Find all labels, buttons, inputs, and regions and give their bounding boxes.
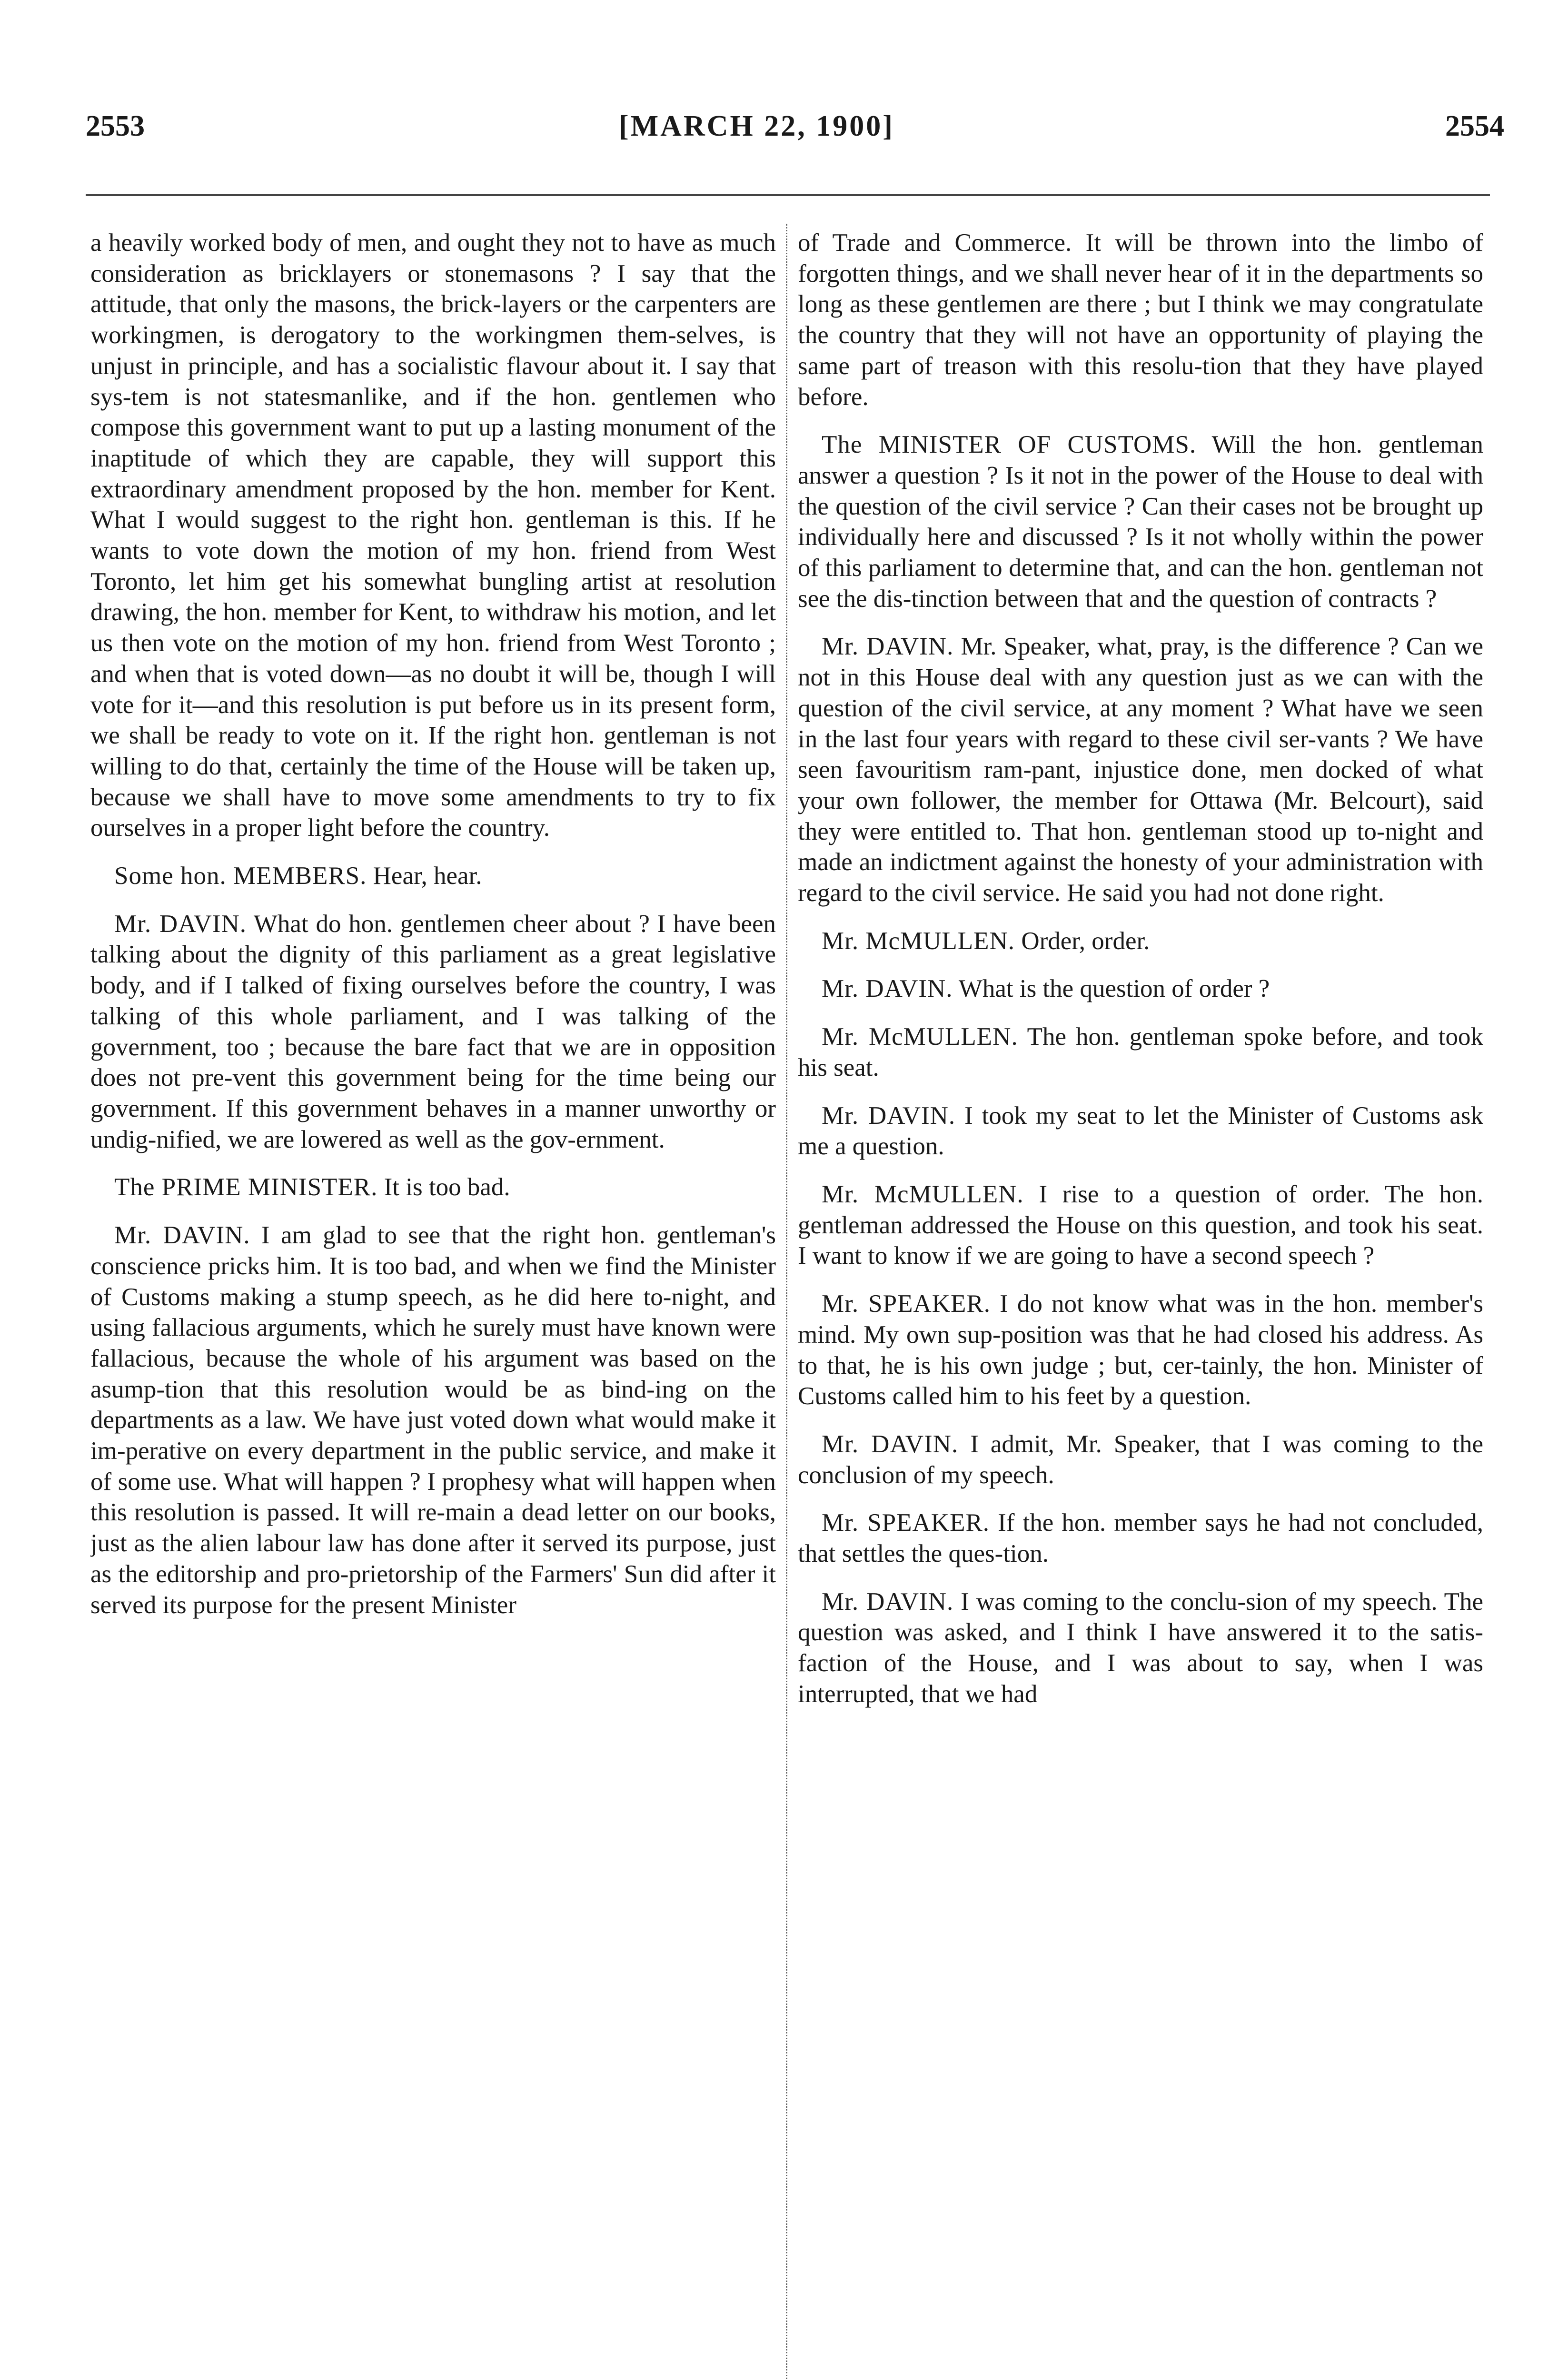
paragraph: Mr. SPEAKER. If the hon. member says he had not concluded, that settles the ques-tion. — [798, 1509, 1483, 1568]
speaker-name: Mr. McMULLEN. — [822, 1023, 1018, 1051]
paragraph: Some hon. MEMBERS. Hear, hear. — [114, 862, 482, 890]
speaker-name: Mr. McMULLEN. — [822, 927, 1015, 955]
left-column — [90, 228, 776, 2380]
page-number-left: 2553 — [86, 110, 145, 142]
paragraph: Mr. DAVIN. I am glad to see that the right hon. gentleman's conscience pricks him. It is too bad, and when we find the Minister of Customs making a stump speech, as he did here to-night, and using fallacious arguments, which he surely must have known were fallacious, because the whole of his argument was based on the asump-tion that this resolution would be as bind-ing on the departments as a law. We have just voted down what would make it im-perative on every department in the public service, and make it of some use. What will happen ? I prophesy what will happen when this resolution is passed. It will re-main a dead letter on our books, just as the alien labour law has done after it served its purpose, just as the editorship and pro-prietorship of the Farmers' Sun did after it served its purpose for the present Minister — [90, 1221, 776, 1619]
speaker-name: Mr. DAVIN. — [114, 910, 247, 938]
paragraph: Mr. DAVIN. I took my seat to let the Minister of Customs ask me a question. — [798, 1101, 1483, 1160]
paragraph: Mr. McMULLEN. I rise to a question of order. The hon. gentleman addressed the House on this question, and took his seat. I want to know if we are going to have a second speech ? — [798, 1180, 1483, 1270]
paragraph: Mr. DAVIN. What do hon. gentlemen cheer about ? I have been talking about the dignity of this parliament as a great legislative body, and if I talked of fixing ourselves before the country, I was talking of this whole parliament, and I was talking of the government, too ; because the bare fact that we are in opposition does not pre-vent this government being for the time being our government. If this government behaves in a manner unworthy or undig-nified, we are lowered as well as the gov-ernment. — [90, 910, 776, 1153]
paragraph: Mr. DAVIN. Mr. Speaker, what, pray, is the difference ? Can we not in this House deal with any question just as we can with the question of the civil service, at any moment ? What have we seen in the last four years with regard to these civil ser-vants ? We have seen favouritism ram-pant, injustice done, men docked of what your own follower, the member for Ottawa (Mr. Belcourt), said they were entitled to. That hon. gentleman stood up to-night and made an indictment against the honesty of your administration with regard to the civil service. He said you had not done right. — [798, 633, 1483, 907]
page-number-right: 2554 — [1445, 110, 1504, 142]
speaker-name: Mr. DAVIN. — [822, 975, 953, 1003]
paragraph: of Trade and Commerce. It will be thrown into the limbo of forgotten things, and we shall never hear of it in the departments so long as these gentlemen are there ; but I think we may congratulate the country that they will not have an opportunity of playing the same part of treason with this resolu-tion that they have played before. — [798, 229, 1483, 411]
right-column — [798, 228, 1483, 2380]
speaker-name: Mr. DAVIN. — [114, 1221, 250, 1250]
paragraph: Mr. DAVIN. I was coming to the conclu-sion of my speech. The question was asked, and I think I have answered it to the satis-faction of the House, and I was about to say, when I was interrupted, that we had — [798, 1587, 1483, 1708]
paragraph: Mr. McMULLEN. The hon. gentleman spoke before, and took his seat. — [798, 1023, 1483, 1081]
paragraph: Mr. DAVIN. I admit, Mr. Speaker, that I was coming to the conclusion of my speech. — [798, 1430, 1483, 1489]
paragraph: The PRIME MINISTER. It is too bad. — [114, 1173, 510, 1201]
column-divider — [786, 224, 787, 2380]
paragraph: Mr. DAVIN. What is the question of order ? — [822, 975, 1270, 1003]
speaker-name: Mr. DAVIN. — [822, 1587, 954, 1616]
speaker-name: The PRIME MINISTER. — [114, 1173, 378, 1201]
speaker-name: Mr. SPEAKER. — [822, 1509, 990, 1537]
paragraph: Mr. McMULLEN. Order, order. — [822, 927, 1150, 955]
speaker-name: The MINISTER OF CUSTOMS. — [822, 431, 1197, 459]
speaker-name: Some hon. MEMBERS. — [114, 862, 367, 890]
paragraph: The MINISTER OF CUSTOMS. Will the hon. gentleman answer a question ? Is it not in the power of the House to deal with the question of the civil service ? Can their cases not be brought up individually here and discussed ? Is it not wholly within the power of this parliament to determine that, and can the hon. gentleman not see the dis-tinction between that and the question of contracts ? — [798, 431, 1483, 613]
paragraph: a heavily worked body of men, and ought they not to have as much consideration as bricklayers or stonemasons ? I say that the attitude, that only the masons, the brick-layers or the carpenters are workingmen, is derogatory to the workingmen them-selves, is unjust in principle, and has a socialistic flavour about it. I say that sys-tem is not statesmanlike, and if the hon. gentlemen who compose this government want to put up a lasting monument of the inaptitude of which they are capable, they will support this extraordinary amendment proposed by the hon. member for Kent. What I would suggest to the right hon. gentleman is this. If he wants to vote down the motion of my hon. friend from West Toronto, let him get his somewhat bungling artist at resolution drawing, the hon. member for Kent, to withdraw his motion, and let us then vote on the motion of my hon. friend from West Toronto ; and when that is voted down—as no doubt it will be, though I will vote for it—and this resolution is put before us in its present form, we shall be ready to vote on it. If the right hon. gentleman is not willing to do that, certainly the time of the House will be taken up, because we shall have to move some amendments to try to fix ourselves in a proper light before the country. — [90, 229, 776, 842]
speaker-name: Mr. McMULLEN. — [822, 1180, 1024, 1208]
speaker-name: Mr. SPEAKER. — [822, 1290, 991, 1318]
speaker-name: Mr. DAVIN. — [822, 1430, 959, 1458]
header-date: [MARCH 22, 1900] — [619, 110, 894, 142]
page-header — [86, 100, 1504, 152]
speaker-name: Mr. DAVIN. — [822, 633, 954, 661]
speaker-name: Mr. DAVIN. — [822, 1101, 956, 1130]
paragraph: Mr. SPEAKER. I do not know what was in the hon. member's mind. My own sup-position was that he had closed his address. As to that, he is his own judge ; but, cer-tainly, the hon. Minister of Customs called him to his feet by a question. — [798, 1290, 1483, 1410]
header-rule — [86, 194, 1490, 196]
